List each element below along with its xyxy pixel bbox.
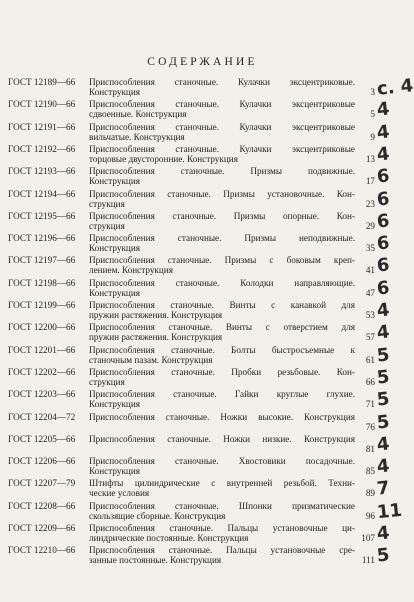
page-number: 47 (365, 287, 375, 298)
page-number: 13 (365, 153, 375, 164)
gost-number: ГОСТ 12205—66 (8, 433, 76, 444)
handwritten-note: 4 (375, 98, 391, 121)
entry-title-line-2: струкция (89, 220, 125, 231)
gost-number: ГОСТ 12195—66 (8, 210, 76, 221)
handwritten-note: 6 (375, 165, 391, 188)
gost-number: ГОСТ 12208—66 (8, 500, 76, 511)
entry-title (89, 166, 355, 186)
entry-title (89, 434, 355, 444)
handwritten-note: 7 (375, 477, 391, 500)
page-number: 57 (365, 332, 375, 343)
entry-title-line-2: струкция (89, 198, 125, 209)
gost-number: ГОСТ 12202—66 (8, 366, 76, 377)
handwritten-note: 5 (375, 366, 391, 389)
entry-title (89, 412, 355, 422)
entry-title-line-2: скользящие сборные. Конструкция (89, 510, 226, 521)
entry-title-line-1: Приспособления станочные. Призмы неподвижные. (89, 233, 355, 244)
gost-number: ГОСТ 12209—66 (8, 523, 76, 533)
entry-title (89, 99, 355, 119)
entry-title-line-2: Конструкция (89, 243, 140, 254)
entry-title-line-1: Приспособления станочные. Хвостовики посадочные. (89, 456, 355, 467)
entry-title-line-2: пружин растяжения. Конструкция (89, 332, 223, 343)
page-title: СОДЕРЖАНИЕ (147, 56, 258, 68)
handwritten-note: 4 (375, 321, 391, 344)
entry-title-line-1: Штифты цилиндрические с внутренней резьбой. Техни- (89, 478, 355, 489)
gost-number: ГОСТ 12210—66 (8, 545, 76, 556)
entry-title-line-1: Приспособления станочные. Кулачки эксцентриковые. (89, 77, 355, 87)
page-number: 107 (361, 533, 375, 543)
entry-title (89, 189, 355, 209)
entry-title (89, 122, 355, 142)
page-number: 41 (365, 265, 375, 276)
page-number: 66 (365, 376, 375, 387)
gost-number: ГОСТ 12192—66 (8, 143, 76, 154)
page-number: 3 (370, 87, 375, 97)
handwritten-note: с. 4 (375, 75, 414, 100)
gost-number: ГОСТ 12191—66 (8, 121, 76, 132)
entry-title (89, 144, 355, 164)
page-number: 111 (361, 555, 375, 566)
entry-title-line-2: станочным пазам. Конструкция (89, 354, 213, 365)
entry-title-line-1: Приспособления станочные. Болты быстросъемные к (89, 344, 355, 355)
entry-title-line-1: Приспособления станочные. Винты с отверстием для (89, 322, 355, 333)
page-number: 71 (365, 399, 375, 410)
entry-title-line-2: Конструкция (89, 87, 140, 97)
entry-title (89, 211, 355, 231)
entry-title (89, 367, 355, 387)
handwritten-note: 11 (375, 499, 404, 523)
page-number: 96 (365, 510, 375, 521)
gost-number: ГОСТ 12190—66 (8, 99, 76, 110)
page-number: 81 (365, 443, 375, 454)
entry-title (89, 389, 355, 409)
entry-title-line-1: Приспособления станочные. Пальцы установочные сре- (89, 545, 355, 556)
entry-title-line-1: Приспособления станочные. Призмы с боковым креп- (89, 255, 355, 266)
entry-title-line-1: Приспособления станочные. Призмы установочные. Кон- (89, 188, 355, 199)
handwritten-note: 5 (375, 544, 391, 567)
entry-title-line-2: Конструкция (89, 399, 140, 410)
entry-title-line-2: ческие условия (89, 488, 150, 499)
entry-title-line-2: занные постоянные. Конструкция (89, 555, 222, 566)
handwritten-note: 6 (375, 277, 391, 300)
gost-number: ГОСТ 12206—66 (8, 456, 76, 467)
entry-title (89, 278, 355, 298)
entry-title (89, 545, 355, 565)
page-number: 76 (365, 421, 375, 432)
entry-title (89, 255, 355, 275)
gost-number: ГОСТ 12194—66 (8, 188, 76, 199)
entry-title-line-1: Приспособления станочные. Кулачки эксцентриковые (89, 99, 355, 110)
handwritten-note: 5 (375, 388, 391, 411)
page-number: 89 (365, 488, 375, 499)
page-number: 61 (365, 354, 375, 365)
entry-title (89, 523, 355, 543)
entry-title-line-1: Приспособления станочные. Пробки резьбовые. Кон- (89, 366, 355, 377)
page-number: 53 (365, 310, 375, 320)
entry-title-line-1: Приспособления станочные. Пальцы установочные ци- (89, 523, 355, 533)
entry-title-line-1: Приспособления станочные. Призмы опорные. Кон- (89, 210, 355, 221)
entry-title-line-2: сдвоенные. Конструкция (89, 109, 187, 120)
page-number: 23 (365, 198, 375, 209)
gost-number: ГОСТ 12196—66 (8, 233, 76, 244)
entry-title-line-2: Конструкция (89, 287, 140, 298)
entry-title-line-2: пружин растяжения. Конструкция (89, 310, 223, 320)
entry-title-line-2: вильчатые. Конструкция (89, 131, 185, 142)
entry-title (89, 300, 355, 320)
handwritten-note: 4 (375, 143, 391, 166)
handwritten-note: 4 (375, 433, 391, 456)
handwritten-note: 4 (375, 120, 391, 144)
entry-title-line-2: Конструкция (89, 176, 140, 187)
handwritten-note: 4 (375, 299, 391, 322)
entry-title (89, 501, 355, 521)
page-number: 17 (365, 176, 375, 187)
entry-title-line-2: лением. Конструкция (89, 265, 173, 276)
entry-title-line-1: Приспособления станочные. Призмы подвижные. (89, 166, 355, 177)
handwritten-note: 6 (375, 187, 391, 211)
entry-title (89, 322, 355, 342)
gost-number: ГОСТ 12197—66 (8, 255, 76, 266)
handwritten-note: 5 (375, 343, 391, 367)
handwritten-note: 6 (375, 232, 391, 255)
page-number: 5 (370, 109, 375, 120)
entry-title-line-1: Приспособления станочные. Кулачки эксцентриковые (89, 143, 355, 154)
entry-title-line-1: Приспособления станочные. Шпонки призматические (89, 500, 355, 511)
gost-number: ГОСТ 12203—66 (8, 389, 76, 400)
page-number: 35 (365, 243, 375, 254)
handwritten-note: 6 (375, 210, 391, 233)
entry-title-line-2: торцовые двусторонние. Конструкция (89, 153, 238, 164)
gost-number: ГОСТ 12199—66 (8, 300, 76, 310)
entry-title-line-2: струкция (89, 376, 125, 387)
entry-title (89, 233, 355, 253)
page-number: 85 (365, 466, 375, 477)
page-number: 29 (365, 220, 375, 231)
entry-title-line-2: Конструкция (89, 466, 140, 477)
gost-number: ГОСТ 12207—79 (8, 478, 76, 489)
handwritten-note: 4 (375, 522, 391, 545)
handwritten-note: 6 (375, 254, 391, 277)
entry-title-line-1: Приспособления станочные. Кулачки эксцентриковые (89, 121, 355, 132)
gost-number: ГОСТ 12193—66 (8, 166, 76, 177)
gost-number: ГОСТ 12200—66 (8, 322, 76, 333)
entry-title (89, 345, 355, 365)
gost-number: ГОСТ 12201—66 (8, 344, 76, 355)
handwritten-note: 5 (375, 410, 391, 434)
entry-title-line-2: линдрические постоянные. Конструкция (89, 533, 249, 543)
gost-number: ГОСТ 12198—66 (8, 277, 76, 288)
entry-title-line-1: Приспособления станочные. Гайки круглые глухие. (89, 389, 355, 400)
gost-number: ГОСТ 12189—66 (8, 77, 76, 87)
entry-title-line-1: Приспособления станочные. Винты с канавкой для (89, 300, 355, 310)
gost-number: ГОСТ 12204—72 (8, 411, 76, 422)
entry-title (89, 456, 355, 476)
entry-title (89, 478, 355, 498)
entry-title-line-1: Приспособления станочные. Колодки направляющие. (89, 277, 355, 288)
entry-title (89, 77, 355, 97)
handwritten-note: 4 (375, 455, 391, 478)
page-number: 9 (370, 131, 375, 142)
entry-title-line-1: Приспособления станочные. Ножки высокие. Конструкция (89, 411, 355, 422)
entry-title-line-1: Приспособления станочные. Ножки низкие. Конструкция (89, 433, 355, 444)
